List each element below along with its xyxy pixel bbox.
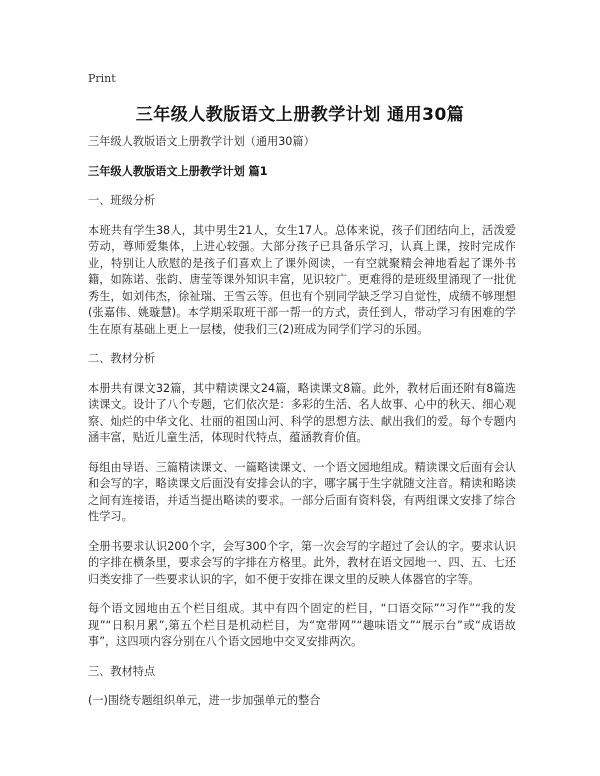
paragraph-language-garden: 每个语文园地由五个栏目组成。其中有四个固定的栏目，“口语交际”“习作”“我的发现”“日积月累”,第五个栏目是机动栏目，为“宽带网”“趣味语文”“展示台”或“成语故事”，这四项内容分别在八个语文园地中交叉安排两次。	[88, 602, 516, 648]
heading-textbook-analysis: 二、教材分析	[88, 352, 156, 365]
section-title: 三年级人教版语文上册教学计划 篇1	[88, 164, 268, 178]
paragraph-textbook-overview: 本册共有课文32篇，其中精读课文24篇，略读课文8篇。此外，教材后面还附有8篇选读课文。设计了八个专题，它们依次是：多彩的生活、名人故事、心中的秋天、细心观察、灿烂的中华文化、壮丽的祖国山河、科学的思想方法、献出我们的爱。每个专题内涵丰富，贴近儿童生活，体现时代特点，蕴涵教育价值。	[88, 381, 516, 444]
paragraph-unit-structure: 每组由导语、三篇精读课文、一篇略读课文、一个语文园地组成。精读课文后面有会认和会写的字，略读课文后面没有安排会认的字，哪字属于生字就随文注音。精读和略读之间有连接语，并适当提出略读的要求。一部分后面有资料袋，有两组课文安排了综合性学习。	[88, 460, 516, 523]
paragraph-feature-one: (一)围绕专题组织单元，进一步加强单元的整合	[88, 694, 321, 707]
paragraph-class-analysis: 本班共有学生38人，其中男生21人，女生17人。总体来说，孩子们团结向上，活泼爱劳动，尊师爱集体，上进心较强。大部分孩子已具备乐学习，认真上课，按时完成作业，特别让人欣慰的是孩子们喜欢上了课外阅读，一有空就聚精会神地看起了课外书籍，如陈诺、张韵、唐莹等课外知识丰富，见识较广。更难得的是班级里涌现了一批优秀生，如刘伟杰，徐祉瑞、王雪云等。但也有个别同学缺乏学习自觉性，成绩不够理想(张嘉伟、姚璇慧)。本学期采取班干部一帮一的方式，责任到人，带动学习有困难的学生在原有基础上更上一层楼，使我们三(2)班成为同学们学习的乐园。	[88, 223, 516, 336]
heading-class-analysis: 一、班级分析	[88, 194, 156, 207]
print-label[interactable]: Print	[88, 72, 116, 85]
document-title: 三年级人教版语文上册教学计划 通用30篇	[135, 105, 465, 125]
paragraph-character-requirements: 全册书要求认识200个字，会写300个字，第一次会写的字超过了会认的字。要求认识的字排在横条里，要求会写的字排在方格里。此外，教材在语文园地一、四、五、七还归类安排了一些要求认识的字，如不便于安排在课文里的反映人体器官的字等。	[88, 539, 516, 586]
heading-textbook-features: 三、教材特点	[88, 664, 156, 678]
document-body	[88, 134, 516, 723]
document-subtitle: 三年级人教版语文上册教学计划（通用30篇）	[88, 135, 315, 148]
